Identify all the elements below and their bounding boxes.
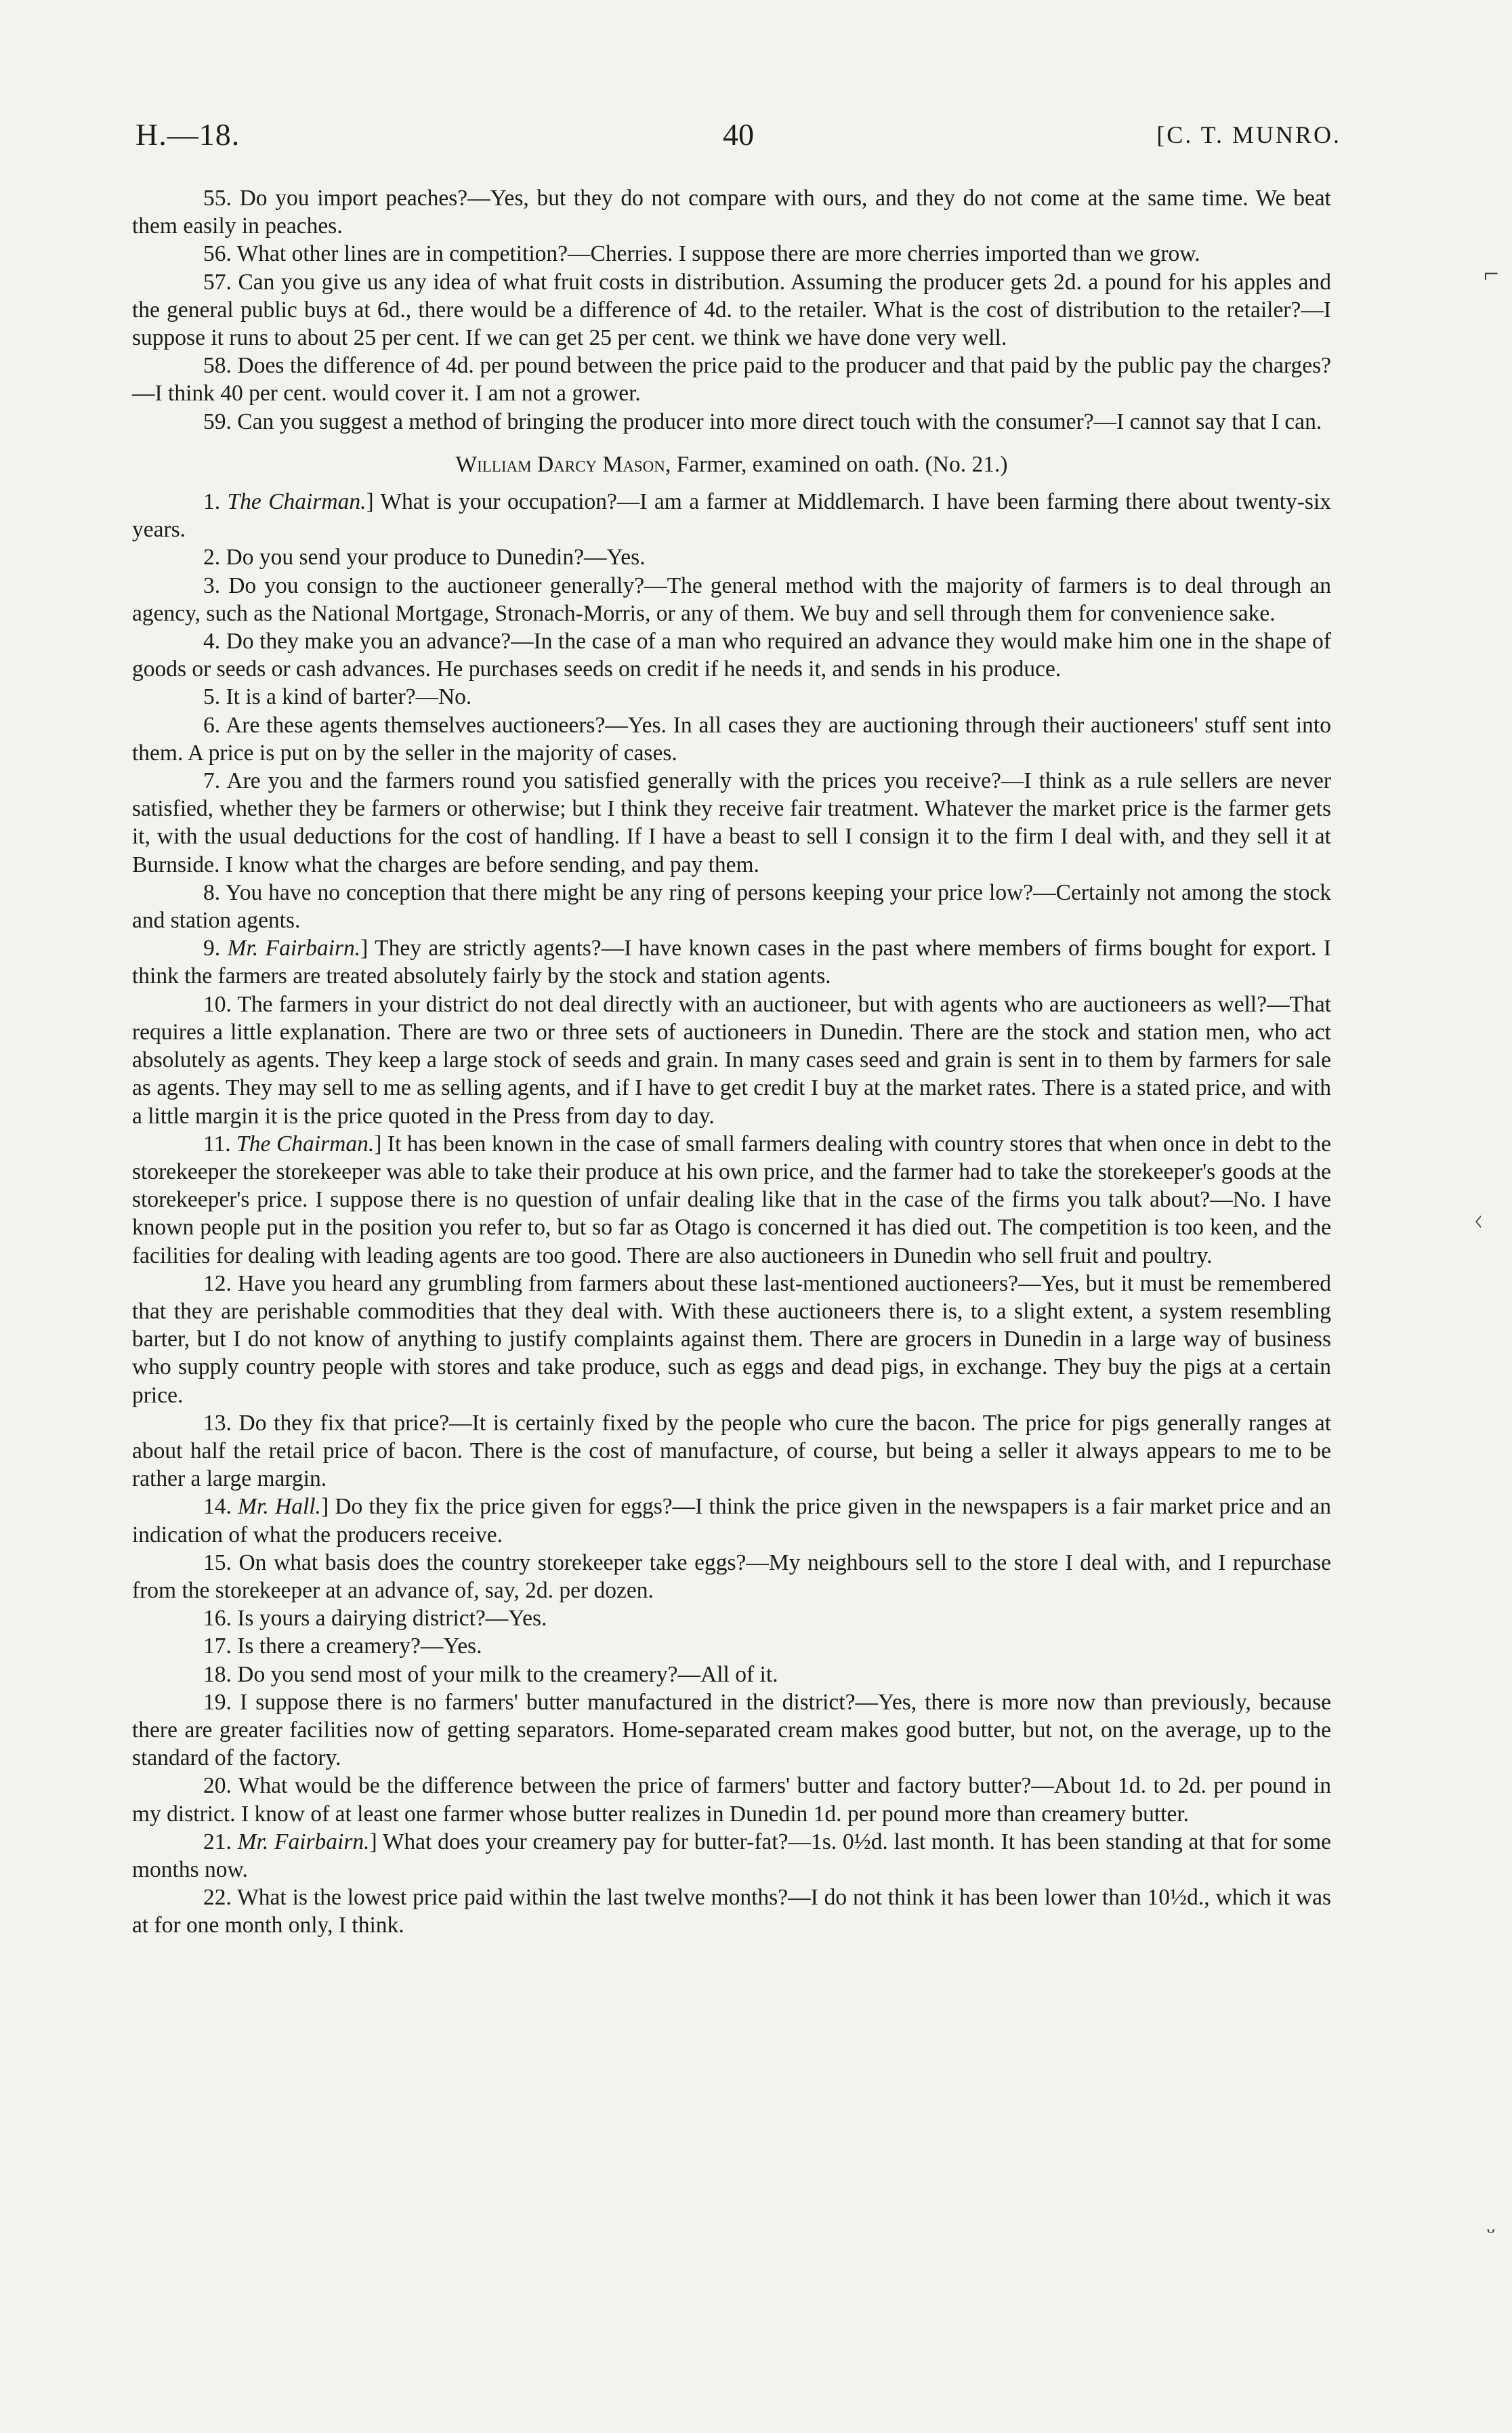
question-paragraph <box>132 268 1331 352</box>
question-paragraph <box>132 711 1331 767</box>
paragraph-text: 20. What would be the difference between the price of farmers' butter and factory butter?—About 1d. to 2d. per pound in my district. I know of at least one farmer whose butter realizes in Dunedin 1d. per pound more than creamery butter. <box>132 1773 1331 1827</box>
paragraph-text: 5. It is a kind of barter?—No. <box>203 684 472 710</box>
witness-description: , Farmer, examined on oath. (No. 21.) <box>665 451 1008 477</box>
speaker-name: Mr. Fairbairn. <box>237 1829 370 1854</box>
questions-after-section <box>132 488 1331 1940</box>
paragraph-text: 21. <box>203 1829 238 1854</box>
speaker-name: Mr. Hall. <box>238 1494 321 1520</box>
question-paragraph <box>132 1632 1331 1660</box>
question-paragraph <box>132 1604 1331 1632</box>
paragraph-text: 6. Are these agents themselves auctioneers?—Yes. In all cases they are auctioning through their auctioneers' stuff sent into them. A price is put on by the seller in the majority of cases. <box>132 712 1331 766</box>
paragraph-text: 55. Do you import peaches?—Yes, but they do not compare with ours, and they do not come at the same time. We beat them easily in peaches. <box>132 186 1331 239</box>
question-paragraph <box>132 352 1331 407</box>
paragraph-text: ] What does your creamery pay for butter-fat?—1s. 0½d. last month. It has been standing at that for some months now. <box>132 1829 1331 1882</box>
questions-before-section <box>132 184 1331 436</box>
question-paragraph <box>132 1493 1331 1548</box>
question-paragraph <box>132 627 1331 683</box>
margin-pencil-mark: ⌐ <box>1484 258 1499 289</box>
paragraph-text: ] Do they fix the price given for eggs?—I think the price given in the newspapers is a fair market price and an indication of what the producers receive. <box>132 1494 1331 1547</box>
question-paragraph <box>132 1130 1331 1270</box>
paragraph-text: 18. Do you send most of your milk to the creamery?—All of it. <box>203 1661 778 1687</box>
paragraph-text: 57. Can you give us any idea of what fruit costs in distribution. Assuming the producer gets 2d. a pound for his apples and the general public buys at 6d., there would be a difference of 4d. to the retailer. What is the cost of distribution to the retailer?—I suppose it runs to about 25 per cent. If we can get 25 per cent. we think we have done very well. <box>132 269 1331 351</box>
question-paragraph <box>132 1828 1331 1884</box>
margin-pencil-mark: ᵕ <box>1487 2216 1495 2247</box>
paragraph-text: 14. <box>203 1494 238 1520</box>
paragraph-text: ] It has been known in the case of small farmers dealing with country stores that when once in debt to the storekeeper the storekeeper was able to take their produce at his own price, and the farmer had to take the storekeeper's goods at the storekeeper's price. I suppose there is no question of unfair dealing like that in the case of the firms you talk about?—No. I have known people put in the position you refer to, but so far as Otago is concerned it has died out. The competition is too keen, and the facilities for dealing with leading agents are too good. There are also auctioneers in Dunedin who sell fruit and poultry. <box>132 1131 1331 1268</box>
question-paragraph <box>132 1688 1331 1772</box>
question-paragraph <box>132 1772 1331 1827</box>
running-head: [C. T. MUNRO. <box>1156 121 1341 148</box>
paragraph-text: 22. What is the lowest price paid within the last twelve months?—I do not think it has been lower than 10½d., which it was at for one month only, I think. <box>132 1885 1331 1938</box>
paragraph-text: 19. I suppose there is no farmers' butter manufactured in the district?—Yes, there is more now than previously, because there are greater facilities now of getting separators. Home-separated cream makes good butter, but not, on the average, up to the standard of the factory. <box>132 1689 1331 1771</box>
paragraph-text: 7. Are you and the farmers round you satisfied generally with the prices you receive?—I think as a rule sellers are never satisfied, whether they be farmers or otherwise; but I think they receive fair treatment. Whatever the market price is the farmer gets it, with the usual deductions for the cost of handling. If I have a beast to sell I consign it to the firm I deal with, and they sell it at Burnside. I know what the charges are before sending, and pay them. <box>132 768 1331 877</box>
paragraph-text: 8. You have no conception that there might be any ring of persons keeping your price low?—Certainly not among the stock and station agents. <box>132 879 1331 934</box>
paragraph-text: 15. On what basis does the country storekeeper take eggs?—My neighbours sell to the store I deal with, and I repurchase from the storekeeper at an advance of, say, 2d. per dozen. <box>132 1550 1331 1603</box>
margin-pencil-mark: ᚲ <box>1470 1207 1486 1237</box>
paragraph-text: 13. Do they fix that price?—It is certainly fixed by the people who cure the bacon. The price for pigs generally ranges at about half the retail price of bacon. There is the cost of manufacture, of course, but being a seller it always appears to me to be rather a large margin. <box>132 1410 1331 1492</box>
paragraph-text: 58. Does the difference of 4d. per pound between the price paid to the producer and that paid by the public pay the charges?—I think 40 per cent. would cover it. I am not a grower. <box>132 353 1331 407</box>
paragraph-text: 56. What other lines are in competition?—Cherries. I suppose there are more cherries imported than we grow. <box>203 241 1200 267</box>
question-paragraph <box>132 1409 1331 1493</box>
paragraph-text: 16. Is yours a dairying district?—Yes. <box>203 1606 547 1631</box>
page-header <box>135 117 1341 164</box>
question-paragraph <box>132 879 1331 934</box>
paragraph-text: 3. Do you consign to the auctioneer generally?—The general method with the majority of farmers is to deal through an agency, such as the National Mortgage, Stronach-Morris, or any of them. We buy and sell through them for convenience sake. <box>132 573 1331 626</box>
question-paragraph <box>132 184 1331 240</box>
speaker-name: The Chairman. <box>227 489 366 515</box>
paragraph-text: ] What is your occupation?—I am a farmer at Middlemarch. I have been farming there about twenty-six years. <box>132 489 1331 543</box>
paragraph-text: 1. <box>203 489 228 515</box>
paragraph-text: 2. Do you send your produce to Dunedin?—Yes. <box>203 545 646 570</box>
paragraph-text: 59. Can you suggest a method of bringing the producer into more direct touch with the consumer?—I cannot say that I can. <box>203 409 1322 434</box>
witness-name: William Darcy Mason <box>455 451 665 477</box>
question-paragraph <box>132 488 1331 543</box>
question-paragraph <box>132 991 1331 1130</box>
question-paragraph <box>132 572 1331 627</box>
question-paragraph <box>132 683 1331 711</box>
speaker-name: The Chairman. <box>236 1131 375 1157</box>
witness-heading <box>132 451 1331 478</box>
document-body <box>132 184 1331 1940</box>
paragraph-text: 12. Have you heard any grumbling from farmers about these last-mentioned auctioneers?—Yes, but it must be remembered that they are perishable commodities that they deal with. With these auctioneers there is, to a slight extent, a system resembling barter, but I do not know of anything to justify complaints against them. There are grocers in Dunedin in a large way of business who supply country people with stores and take produce, such as eggs and dead pigs, in exchange. They buy the pigs at a certain price. <box>132 1270 1331 1408</box>
speaker-name: Mr. Fairbairn. <box>227 936 361 961</box>
question-paragraph <box>132 1270 1331 1409</box>
document-reference: H.—18. <box>135 117 240 152</box>
paragraph-text: 4. Do they make you an advance?—In the case of a man who required an advance they would make him one in the shape of goods or seeds or cash advances. He purchases seeds on credit if he needs it, and sends in his produce. <box>132 629 1331 682</box>
paragraph-text: ] They are strictly agents?—I have known cases in the past where members of firms bought for export. I think the farmers are treated absolutely fairly by the stock and station agents. <box>132 936 1332 989</box>
paragraph-text: 11. <box>203 1131 237 1157</box>
paragraph-text: 10. The farmers in your district do not deal directly with an auctioneer, but with agents who are auctioneers as well?—That requires a little explanation. There are two or three sets of auctioneers in Dunedin. There are the stock and station men, who act absolutely as agents. They keep a large stock of seeds and grain. In many cases seed and grain is sent in to them by farmers for sale as agents. They may sell to me as selling agents, and if I have to get credit I buy at the market rates. There is a stated price, and with a little margin it is the price quoted in the Press from day to day. <box>132 991 1331 1129</box>
question-paragraph <box>132 1549 1331 1604</box>
question-paragraph <box>132 240 1331 268</box>
paragraph-text: 9. <box>203 936 228 961</box>
page-number: 40 <box>723 117 754 152</box>
question-paragraph <box>132 408 1331 436</box>
question-paragraph <box>132 543 1331 571</box>
question-paragraph <box>132 767 1331 879</box>
question-paragraph <box>132 934 1331 990</box>
question-paragraph <box>132 1884 1331 1939</box>
paragraph-text: 17. Is there a creamery?—Yes. <box>203 1634 482 1659</box>
question-paragraph <box>132 1661 1331 1688</box>
